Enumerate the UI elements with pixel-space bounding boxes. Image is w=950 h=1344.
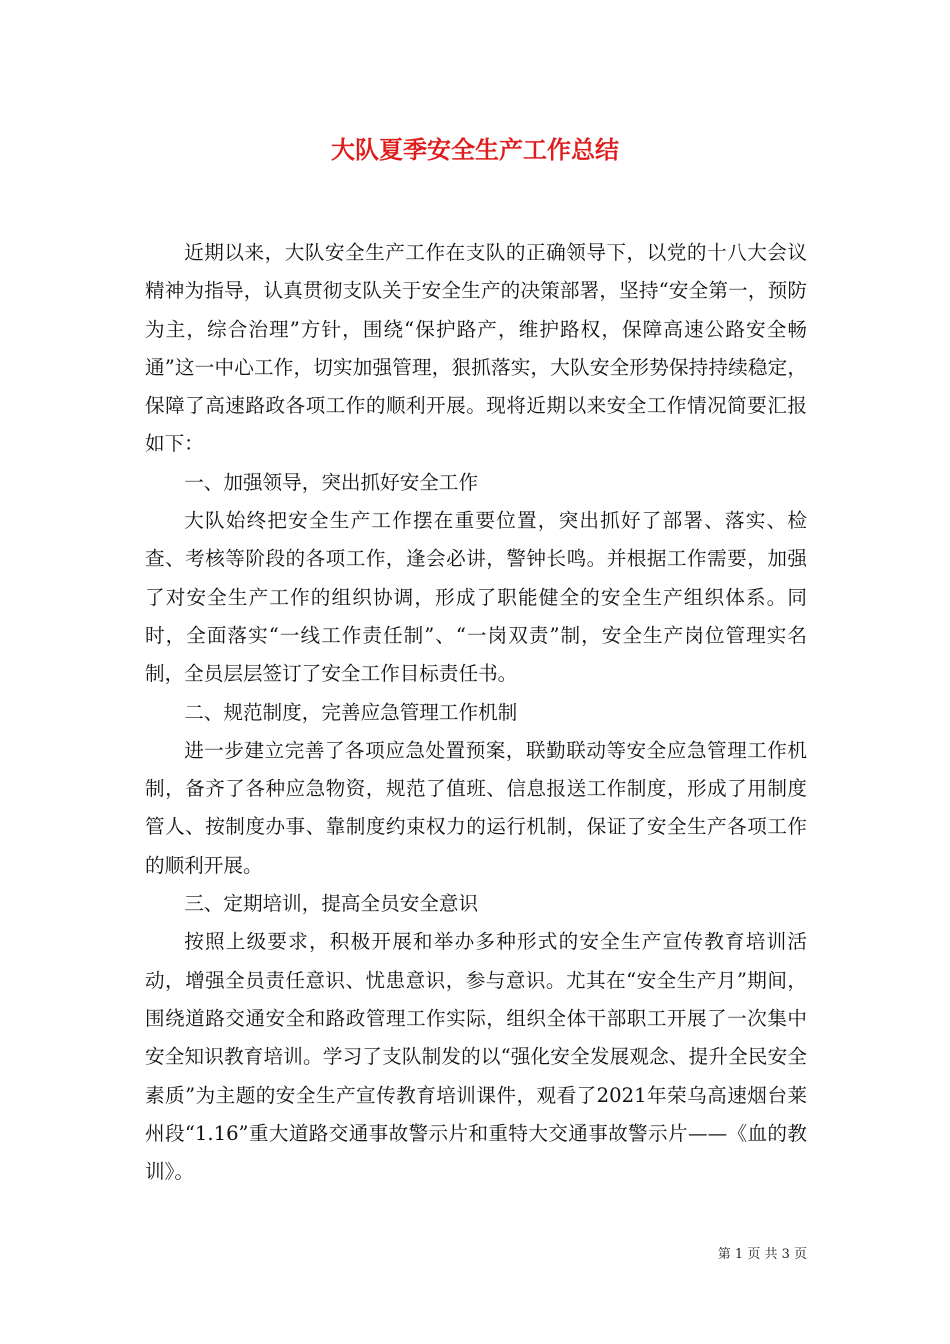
- intro-paragraph: 近期以来，大队安全生产工作在支队的正确领导下，以党的十八大会议精神为指导，认真贯彻支队关于安全生产的决策部署，坚持“安全第一，预防为主，综合治理”方针，围绕“保护路产，维护路权，保障高速公路安全畅通”这一中心工作，切实加强管理，狠抓落实，大队安全形势保持持续稳定，保障了高速路政各项工作的顺利开展。现将近期以来安全工作情况简要汇报如下：: [145, 241, 807, 456]
- section-paragraph-1: 大队始终把安全生产工作摆在重要位置，突出抓好了部署、落实、检查、考核等阶段的各项工作，逢会必讲，警钟长鸣。并根据工作需要，加强了对安全生产工作的组织协调，形成了职能健全的安全生产组织体系。同时，全面落实“一线工作责任制”、“一岗双责”制，安全生产岗位管理实名制，全员层层签订了安全工作目标责任书。: [145, 509, 807, 686]
- page-title: 大队夏季安全生产工作总结: [331, 135, 619, 164]
- page-number-footer: 第 1 页 共 3 页: [717, 1247, 807, 1262]
- section-heading-1: 一、加强领导，突出抓好安全工作: [184, 470, 479, 494]
- section-heading-2: 二、规范制度，完善应急管理工作机制: [184, 700, 518, 724]
- section-heading-3: 三、定期培训，提高全员安全意识: [184, 892, 479, 916]
- document-body: [145, 234, 807, 1191]
- section-paragraph-2: 进一步建立完善了各项应急处置预案，联勤联动等安全应急管理工作机制，备齐了各种应急物资，规范了值班、信息报送工作制度，形成了用制度管人、按制度办事、靠制度约束权力的运行机制，保证了安全生产各项工作的顺利开展。: [145, 738, 807, 877]
- section-paragraph-3: 按照上级要求，积极开展和举办多种形式的安全生产宣传教育培训活动，增强全员责任意识、忧患意识，参与意识。尤其在“安全生产月”期间，围绕道路交通安全和路政管理工作实际，组织全体干部职工开展了一次集中安全知识教育培训。学习了支队制发的以“强化安全发展观念、提升全民安全素质”为主题的安全生产宣传教育培训课件，观看了2021年荣乌高速烟台莱州段“1.16”重大道路交通事故警示片和重特大交通事故警示片——《血的教训》。: [145, 930, 807, 1184]
